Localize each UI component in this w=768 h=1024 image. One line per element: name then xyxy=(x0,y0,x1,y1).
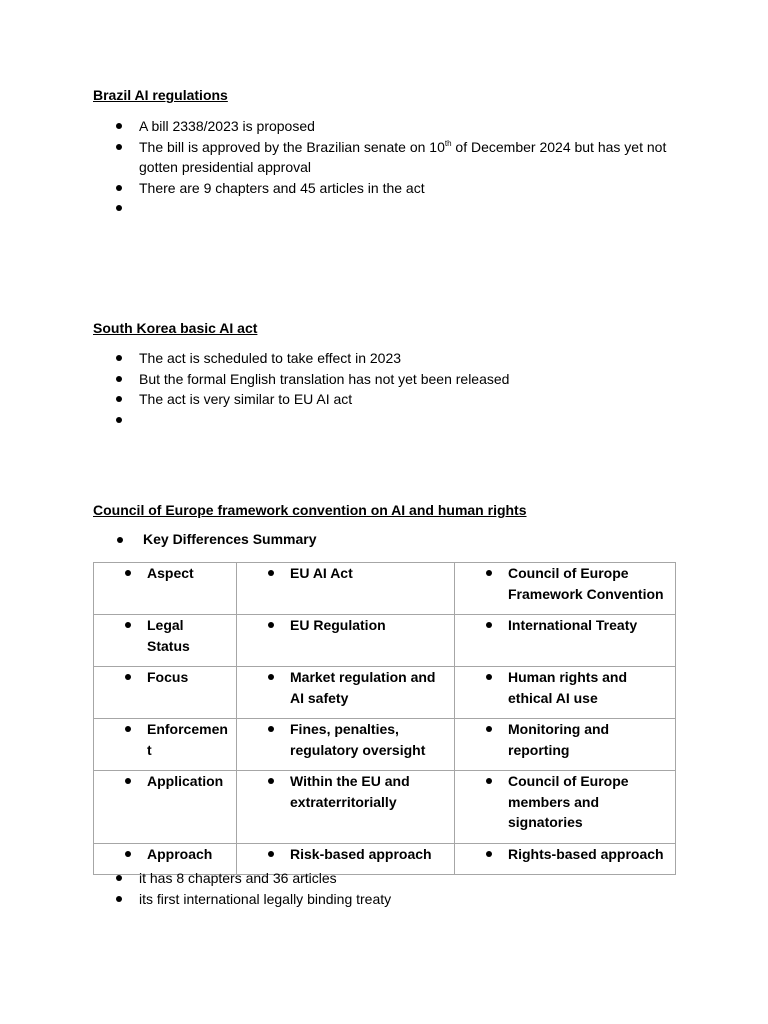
table-cell: Legal Status xyxy=(94,615,237,667)
approval-text-cont: gotten presidential approval xyxy=(139,159,312,175)
table-cell: Council of Europe members and signatories xyxy=(455,771,676,844)
table-row xyxy=(94,667,676,719)
table-cell: Approach xyxy=(94,843,237,875)
table-cell: Focus xyxy=(94,667,237,719)
table-cell: Within the EU and extraterritorially xyxy=(237,771,455,844)
table-cell: Rights-based approach xyxy=(455,843,676,875)
table-cell: Fines, penalties, regulatory oversight xyxy=(237,719,455,771)
ordinal-suffix: th xyxy=(444,138,452,148)
table-cell: International Treaty xyxy=(455,615,676,667)
table-header-row xyxy=(94,563,676,615)
list-item xyxy=(93,410,675,431)
list-item: The act is very similar to EU AI act xyxy=(93,389,675,410)
table-header-cell: EU AI Act xyxy=(237,563,455,615)
differences-table xyxy=(93,562,676,875)
table-cell: Risk-based approach xyxy=(237,843,455,875)
bullet-icon xyxy=(117,537,123,543)
table-row xyxy=(94,771,676,844)
list-item: A bill 2338/2023 is proposed xyxy=(93,116,675,137)
korea-bullet-list xyxy=(93,348,675,430)
table-header-cell: Council of Europe Framework Convention xyxy=(455,563,676,615)
table-row xyxy=(94,719,676,771)
approval-text: The bill is approved by the Brazilian senate on 10 xyxy=(139,138,445,155)
approval-text-end: of December 2024 but has yet not xyxy=(451,138,667,155)
coe-heading: Council of Europe framework convention on AI and human rights xyxy=(93,502,527,518)
table-cell: Application xyxy=(94,771,237,844)
korea-heading: South Korea basic AI act xyxy=(93,320,258,336)
table-cell: Monitoring and reporting xyxy=(455,719,676,771)
table-cell: Market regulation and AI safety xyxy=(237,667,455,719)
table-header-cell: Aspect xyxy=(94,563,237,615)
summary-label xyxy=(93,531,317,547)
brazil-heading: Brazil AI regulations xyxy=(93,87,228,103)
summary-label-text: Key Differences Summary xyxy=(143,531,317,547)
coe-bullet-list xyxy=(93,868,675,909)
table-row xyxy=(94,615,676,667)
table-cell: EU Regulation xyxy=(237,615,455,667)
list-item: There are 9 chapters and 45 articles in the act xyxy=(93,178,675,199)
list-item: its first international legally binding treaty xyxy=(93,889,675,910)
list-item: But the formal English translation has not yet been released xyxy=(93,369,675,390)
table-cell: Human rights and ethical AI use xyxy=(455,667,676,719)
list-item xyxy=(93,198,675,219)
list-item: The act is scheduled to take effect in 2023 xyxy=(93,348,675,369)
table-cell: Enforcement xyxy=(94,719,237,771)
list-item xyxy=(93,137,675,178)
list-item: it has 8 chapters and 36 articles xyxy=(93,868,675,889)
brazil-bullet-list xyxy=(93,116,675,219)
